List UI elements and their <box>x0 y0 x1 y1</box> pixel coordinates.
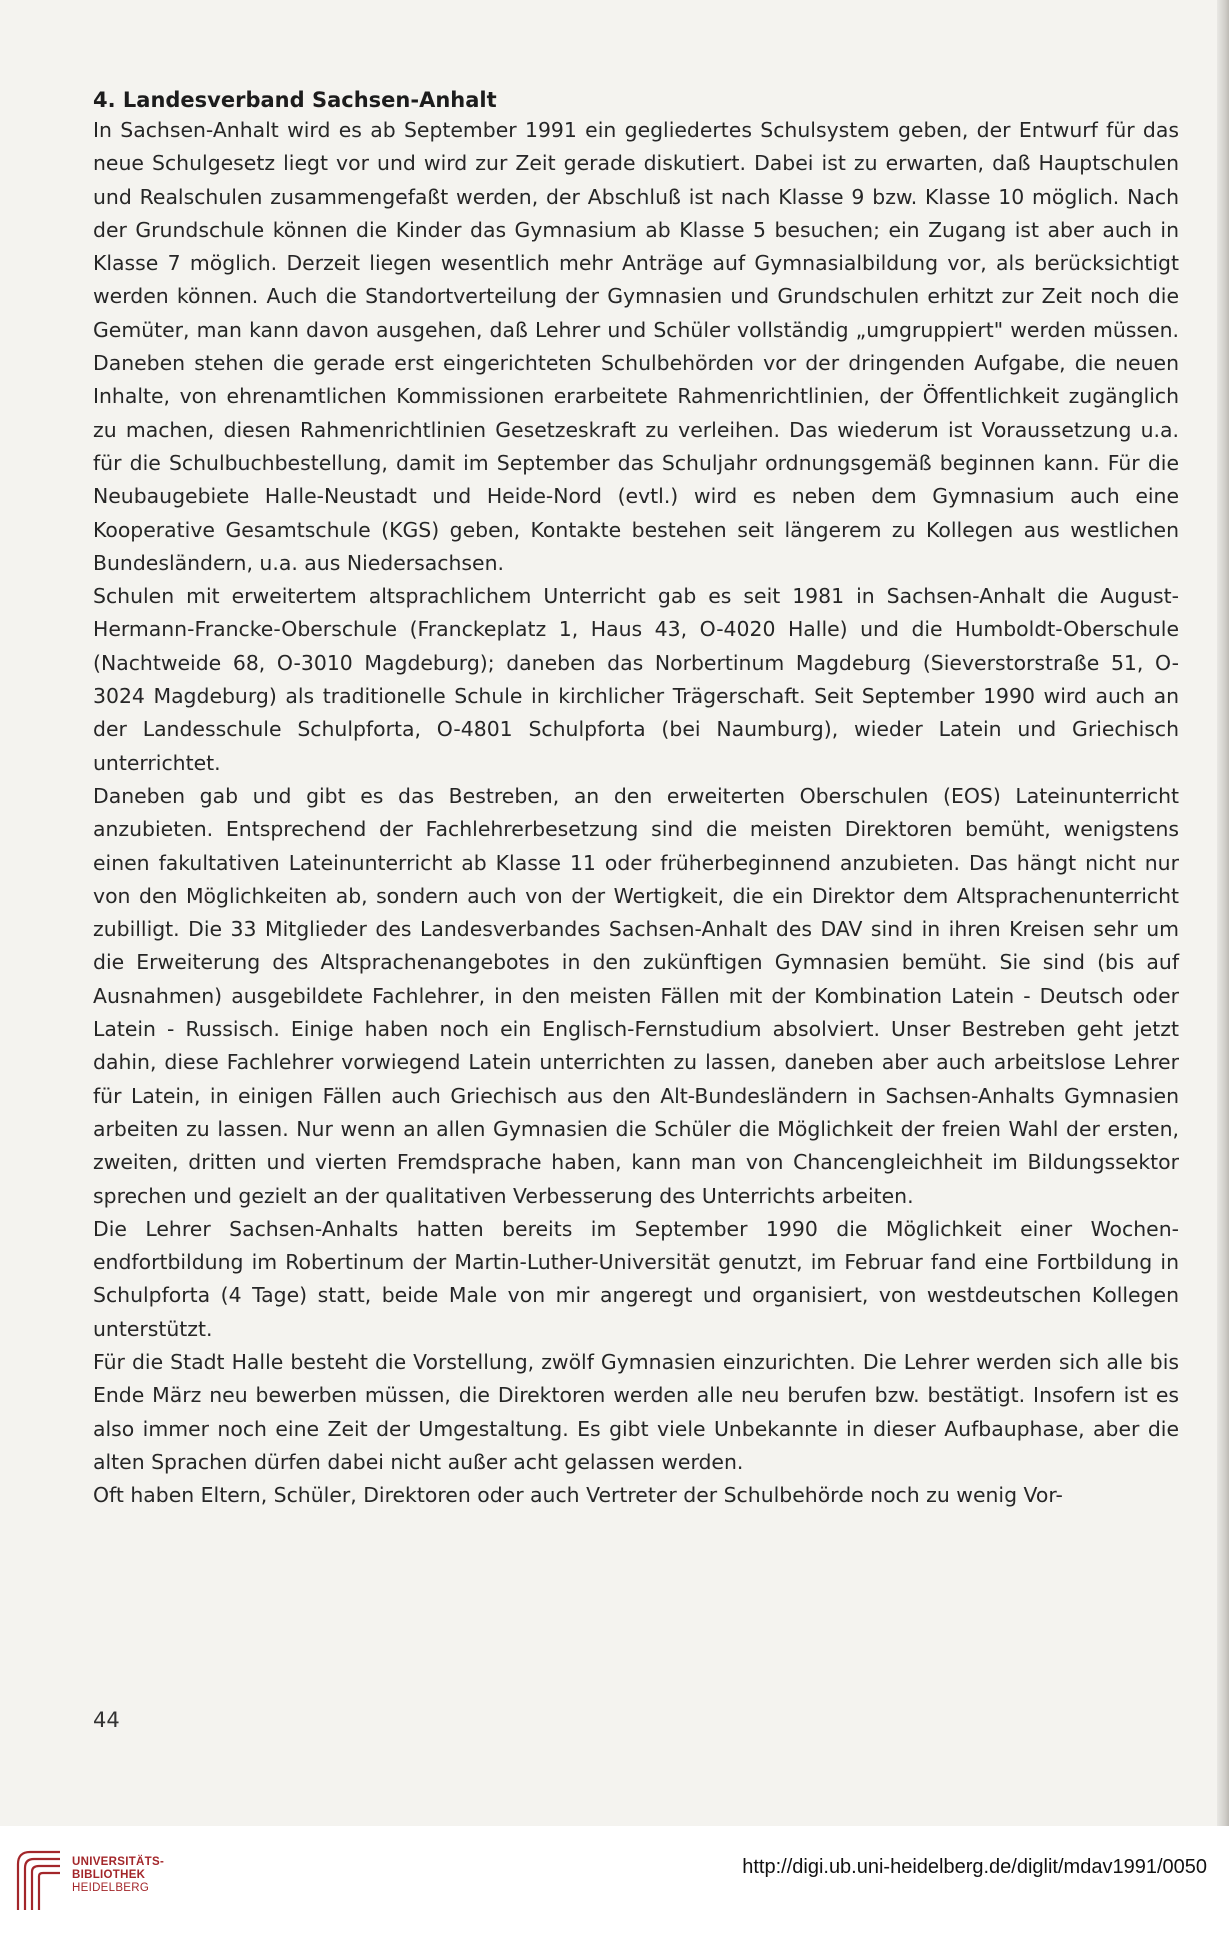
library-name-line-3: HEIDELBERG <box>72 1882 150 1894</box>
permalink-url[interactable]: http://digi.ub.uni-heidelberg.de/diglit/mdav1991/0050 <box>742 1856 1207 1878</box>
paragraph: In Sachsen-Anhalt wird es ab September 1991 ein gegliedertes Schulsystem geben, der Entwurf für das neue Schulgesetz liegt vor und wird zur Zeit gerade diskutiert. Dabei ist zu erwarten, daß Hauptschulen und Realschulen zusammengefaßt werden, der Abschluß ist nach Klasse 9 bzw. Klasse 10 möglich. Nach der Grundschule können die Kinder das Gymnasium ab Klasse 5 besuchen; ein Zugang ist aber auch in Klasse 7 möglich. Derzeit liegen wesentlich mehr Anträge auf Gymnasialbildung vor, als berücksichtigt werden können. Auch die Standortverteilung der Gymnasien und Grundschulen erhitzt zur Zeit noch die Gemüter, man kann davon ausgehen, daß Lehrer und Schüler vollständig „umgruppiert" werden müssen. Daneben stehen die gerade erst eingerichteten Schulbehörden vor der dringenden Aufgabe, die neuen Inhalte, von ehrenamtlichen Kommissionen erarbeitete Rahmenrichtlinien, der Öffentlichkeit zugänglich zu machen, diesen Rahmenrichtlinien Gesetzeskraft zu verleihen. Das wiederum ist Voraussetzung u.a. für die Schulbuchbestellung, damit im September das Schuljahr ordnungsgemäß beginnen kann. Für die Neubaugebiete Halle-Neustadt und Heide-Nord (evtl.) wird es neben dem Gymnasium auch eine Kooperative Gesamtschule (KGS) geben, Kontakte bestehen seit längerem zu Kollegen aus westlichen Bundesländern, u.a. aus Niedersachsen. <box>93 118 1179 575</box>
section-heading: 4. Landesverband Sachsen-Anhalt <box>93 88 497 112</box>
library-name-line-1: UNIVERSITÄTS- <box>72 1856 165 1868</box>
article-body <box>93 86 1179 1512</box>
paragraph: Schulen mit erweitertem altsprachlichem Unterricht gab es seit 1981 in Sachsen-Anhalt die August-Hermann-Francke-Oberschule (Franckeplatz 1, Haus 43, O-4020 Halle) und die Humboldt-Oberschule (Nachtweide 68, O-3010 Magdeburg); daneben das Norbertinum Magdeburg (Sieverstorstraße 51, O-3024 Magdeburg) als traditionelle Schule in kirchlicher Trägerschaft. Seit September 1990 wird auch an der Landesschule Schulpforta, O-4801 Schulpforta (bei Naumburg), wieder Latein und Griechisch unterrichtet. <box>93 584 1179 775</box>
page-edge-shadow <box>1217 0 1229 1936</box>
library-logo-icon[interactable] <box>12 1844 68 1916</box>
paragraph: Daneben gab und gibt es das Bestreben, an den erweiterten Oberschulen (EOS) Lateinunterricht anzubieten. Entsprechend der Fachlehrerbesetzung sind die meisten Direktoren bemüht, wenigstens einen fakultativen Lateinunterricht ab Klasse 11 oder früherbeginnend anzubieten. Das hängt nicht nur von den Möglichkeiten ab, sondern auch von der Wertigkeit, die ein Direktor dem Altsprachenunterricht zubilligt. Die 33 Mitglieder des Landesverbandes Sachsen-Anhalt des DAV sind in ihren Kreisen sehr um die Erweiterung des Altsprachenangebotes in den zukünftigen Gymnasien bemüht. Sie sind (bis auf Ausnahmen) ausgebildete Fachlehrer, in den meisten Fällen mit der Kombination Latein - Deutsch oder Latein - Russisch. Einige haben noch ein Englisch-Fernstudium absolviert. Unser Bestreben geht jetzt dahin, diese Fachlehrer vorwiegend Latein unterrichten zu lassen, daneben aber auch arbeitslose Lehrer für Latein, in einigen Fällen auch Griechisch aus den Alt-Bundesländern in Sachsen-Anhalts Gymnasien arbeiten zu lassen. Nur wenn an allen Gymnasien die Schüler die Möglichkeit der freien Wahl der ersten, zweiten, dritten und vierten Fremdsprache haben, kann man von Chancengleichheit im Bildungssektor sprechen und gezielt an der qualitativen Verbesserung des Unterrichts arbeiten. <box>93 783 1179 1208</box>
paragraph: Die Lehrer Sachsen-Anhalts hatten bereits im September 1990 die Möglichkeit einer Wochenendfortbildung im Robertinum der Martin-Luther-Universität genutzt, im Februar fand eine Fortbildung in Schulpforta (4 Tage) statt, beide Male von mir angeregt und organisiert, von westdeutschen Kollegen unterstützt. <box>93 1216 1179 1341</box>
page-number: 44 <box>93 1708 120 1732</box>
library-name-line-2: BIBLIOTHEK <box>72 1869 146 1881</box>
library-name <box>72 1856 164 1895</box>
paragraph: Für die Stadt Halle besteht die Vorstellung, zwölf Gymnasien einzurichten. Die Lehrer werden sich alle bis Ende März neu bewerben müssen, die Direktoren werden alle neu berufen bzw. bestätigt. Insofern ist es also immer noch eine Zeit der Umgestaltung. Es gibt viele Unbekannte in dieser Aufbauphase, aber die alten Sprachen dürfen dabei nicht außer acht gelassen werden. <box>93 1349 1179 1474</box>
digitization-footer <box>0 1826 1229 1936</box>
paragraph: Oft haben Eltern, Schüler, Direktoren oder auch Vertreter der Schulbehörde noch zu wenig Vor- <box>93 1483 1063 1508</box>
